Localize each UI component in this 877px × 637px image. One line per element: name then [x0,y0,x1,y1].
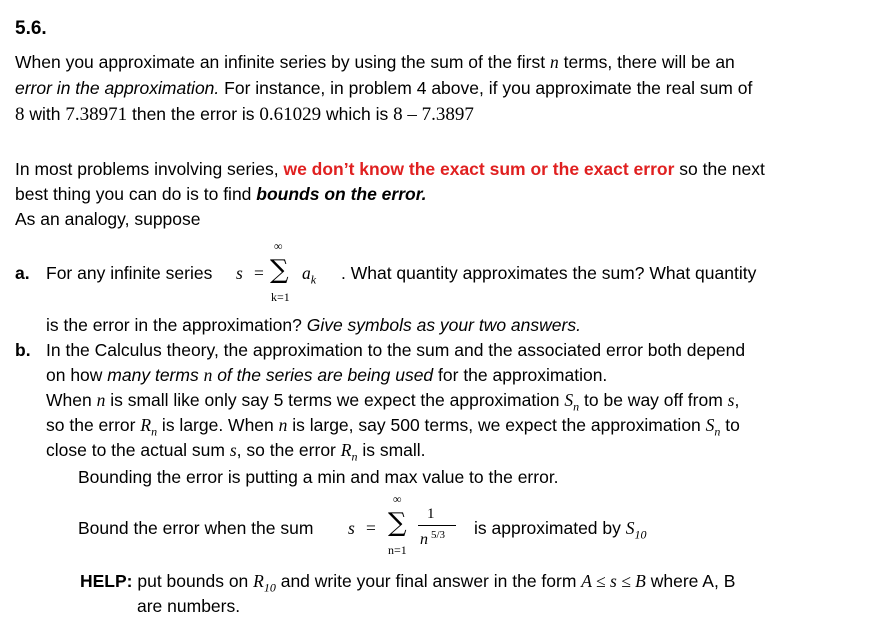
section-heading: 5.6. [15,18,47,39]
help-line-2: are numbers. [137,596,241,616]
bound-sigma-lower: n=1 [388,543,407,557]
bound-sigma-upper: ∞ [393,492,402,506]
fraction-numerator: 1 [427,506,435,522]
part-b-line-3: When n is small like only say 5 terms we expect the approximation $S_n$ to be way off from s, [46,390,740,414]
bound-text-end: is approximated by $S_{10}$ [474,518,647,542]
para2-line-1: In most problems involving series, we don’t know the exact sum or the exact error so the next [15,159,765,179]
intro-line-2: error in the approximation. For instance, in problem 4 above, if you approximate the real sum of [15,78,753,98]
part-b-line-4: so the error $R_n$ is large. When n is large, say 500 terms, we expect the approximation $S_n$ to [46,415,740,439]
part-a-sigma-lower: k=1 [271,290,290,304]
para2-line-3: As an analogy, suppose [15,209,201,229]
help-line-1: HELP: put bounds on $R_{10}$ and write your final answer in the form A ≤ s ≤ B where A, B [80,571,736,595]
fraction-bar [418,525,456,526]
part-b-line-6: Bounding the error is putting a min and max value to the error. [78,467,559,487]
part-a-term: $a_k$ [302,263,317,287]
bound-s-var: s [348,518,355,538]
intro-line-3: 8 with 7.38971 then the error is 0.61029 which is 8 – 7.3897 [15,104,474,125]
part-a-marker: a. [15,263,30,283]
part-b-line-5: close to the actual sum s, so the error $R_n$ is small. [46,440,426,464]
fraction-denominator-exponent: 5/3 [431,529,446,541]
part-a-line-2: is the error in the approximation? Give symbols as your two answers. [46,315,581,335]
part-b-marker: b. [15,340,31,360]
part-a-text-start: For any infinite series [46,263,213,283]
intro-line-1: When you approximate an infinite series by using the sum of the first n terms, there will be an [15,52,735,72]
part-a-equals: = [254,263,264,283]
part-a-s-var: s [236,263,243,283]
fraction-denominator-base: n [420,531,428,548]
part-a-question: . What quantity approximates the sum? What quantity [341,263,757,283]
part-a-sigma: ∑ [270,255,289,285]
part-b-line-1: In the Calculus theory, the approximation to the sum and the associated error both depend [46,340,746,360]
bound-text-start: Bound the error when the sum [78,518,314,538]
bound-sigma: ∑ [388,508,407,538]
part-b-line-2: on how many terms n of the series are being used for the approximation. [46,365,608,385]
para2-line-2: best thing you can do is to find bounds on the error. [15,184,427,204]
part-a-sigma-upper: ∞ [274,239,283,253]
bound-equals: = [366,518,376,538]
